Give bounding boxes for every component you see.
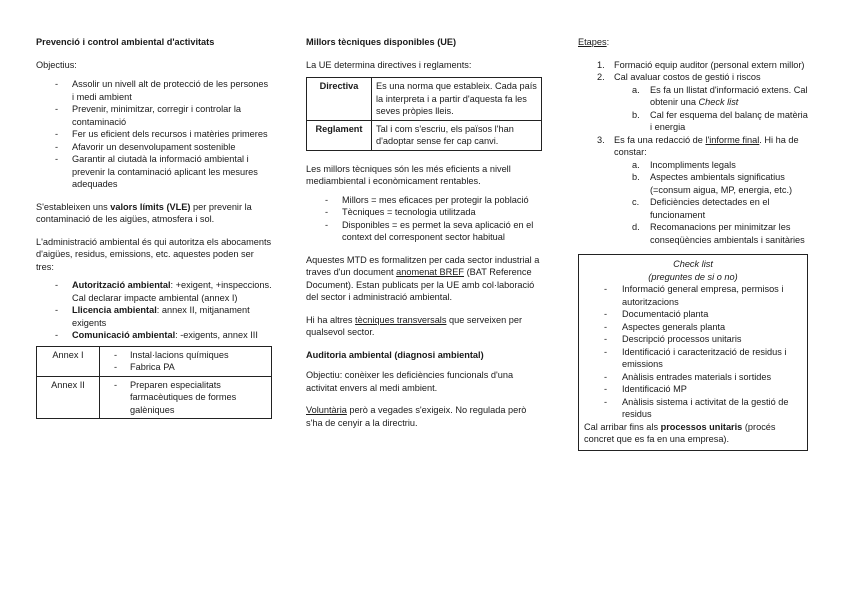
list-item: - Autorització ambiental: +exigent, +inspeccions. Cal declarar impacte ambiental (annex I) xyxy=(36,279,272,304)
list-item: - Instal·lacions químiques xyxy=(104,349,267,362)
list-item: - Disponibles = es permet la seva aplicació en el context del corresponent sector habitual xyxy=(306,219,542,244)
mtd-list xyxy=(306,194,542,244)
list-item: - Afavorir un desenvolupament sostenible xyxy=(36,141,272,154)
etapes-list xyxy=(578,59,808,247)
audit-title: Auditoria ambiental (diagnosi ambiental) xyxy=(306,349,484,360)
definition: Tal i com s'escriu, els països l'han d'adoptar sense fer cap canvi. xyxy=(372,120,542,150)
list-item: - Documentació planta xyxy=(584,308,802,321)
list-item: a. Es fa un llistat d'informació extens. Cal obtenir una Check list xyxy=(632,84,808,108)
annex-label: Annex I xyxy=(37,346,100,376)
list-item: - Informació general empresa, permisos i autoritzacions xyxy=(584,283,802,308)
list-item: - Anàlisis sistema i activitat de la gestió de residus xyxy=(584,396,802,421)
checklist-list xyxy=(584,283,802,421)
objectius-label: Objectius: xyxy=(36,59,77,70)
list-item: - Prevenir, minimitzar, corregir i controlar la contaminació xyxy=(36,103,272,128)
autoritzacions-list xyxy=(36,279,272,342)
list-item: - Assolir un nivell alt de protecció de les persones i medi ambient xyxy=(36,78,272,103)
list-item: - Identificació MP xyxy=(584,383,802,396)
section-title: Prevenció i control ambiental d'activitats xyxy=(36,37,215,47)
mtd-paragraph: Les millors tècniques són les més eficients a nivell mediambiental i econòmicament rentables. xyxy=(306,163,511,187)
term: Reglament xyxy=(307,120,372,150)
table-row xyxy=(307,120,542,150)
intro-text: La UE determina directives i reglaments: xyxy=(306,59,472,70)
sub-list xyxy=(614,84,808,134)
definition: Es una norma que estableix. Cada país la interpreta i a partir d'aquesta fa les seves pròpies lleis. xyxy=(372,78,542,121)
table-row xyxy=(307,78,542,121)
list-item: 3. Es fa una redacció de l'informe final. Hi ha de constar: a. Incompliments legals b. Aspectes ambientals significatius (=consum aigua, MP, energia, etc.) c. Deficiències detectades en el funcionament d. Recomanacions per minimitzar les conseqüències ambientals i sanitàries xyxy=(578,134,808,247)
list-item: b. Cal fer esquema del balanç de matèria i energia xyxy=(632,109,808,133)
annex-table xyxy=(36,346,272,420)
transversal-paragraph: Hi ha altres tècniques transversals que serveixen per qualsevol sector. xyxy=(306,314,523,338)
sub-list xyxy=(614,159,808,247)
list-item: - Preparen especialitats farmacèutiques de formes galèniques xyxy=(104,379,267,417)
voluntary-paragraph: Voluntària però a vegades s'exigeix. No regulada però s'ha de cenyir a la directriu. xyxy=(306,405,527,428)
list-item: - Fabrica PA xyxy=(104,361,267,374)
list-item: d. Recomanacions per minimitzar les conseqüències ambientals i sanitàries xyxy=(632,222,805,245)
annex-label: Annex II xyxy=(37,376,100,419)
list-item: c. Deficiències detectades en el funcionament xyxy=(632,197,770,220)
list-item: 2. Cal avaluar costos de gestió i riscos a. Es fa un llistat d'informació extens. Cal obtenir una Check list b. Cal fer esquema del balanç de matèria i energia xyxy=(597,72,808,133)
list-item: - Fer us eficient dels recursos i matèries primeres xyxy=(36,128,272,141)
list-item: 1. Formació equip auditor (personal extern millor) xyxy=(597,59,805,70)
list-item: - Comunicació ambiental: -exigents, annex III xyxy=(36,329,272,342)
definitions-table xyxy=(306,77,542,151)
checklist-box xyxy=(578,254,808,451)
list-item: - Millors = mes eficaces per protegir la població xyxy=(306,194,542,207)
table-row xyxy=(37,376,272,419)
list-item: b. Aspectes ambientals significatius (=consum aigua, MP, energia, etc.) xyxy=(632,172,793,195)
vle-paragraph: S'estableixen uns valors límits (VLE) per prevenir la contaminació de les aigües, atmosfera i sol. xyxy=(36,201,252,225)
column-etapes xyxy=(578,36,808,451)
checklist-conclusion: Cal arribar fins als processos unitaris (procés concret que es fa en una empresa). xyxy=(584,421,776,445)
checklist-title: Check list xyxy=(673,259,713,270)
list-item: - Aspectes generals planta xyxy=(584,321,802,334)
bref-paragraph: Aquestes MTD es formalitzen per cada sector industrial a traves d'un document anomenat BREF (BAT Reference Document). Estan publicats per la UE amb col·laboració del sector i administració ambiental. xyxy=(306,254,540,303)
audit-objective: Objectiu: conèixer les deficiències funcionals d'una activitat envers al medi ambient. xyxy=(306,370,514,393)
column-mtd xyxy=(306,36,542,439)
objectius-list xyxy=(36,78,272,191)
list-item: - Garantir al ciutadà la informació ambiental i prevenir la contaminació aplicant les mesures adequades xyxy=(36,153,272,191)
column-prevencio xyxy=(36,36,272,419)
list-item: - Identificació i caracterització de residus i emissions xyxy=(584,346,802,371)
term: Directiva xyxy=(307,78,372,121)
table-row xyxy=(37,346,272,376)
checklist-subtitle: (preguntes de si o no) xyxy=(648,271,738,282)
list-item: - Llicencia ambiental: annex II, mitjanament exigents xyxy=(36,304,272,329)
etapes-label: Etapes: xyxy=(578,37,610,47)
admin-paragraph: L'administració ambiental és qui autoritza els abocaments d'aigües, residus, emissions, etc. aquestes poden ser tres: xyxy=(36,236,272,272)
list-item: - Anàlisis entrades materials i sortides xyxy=(584,371,802,384)
list-item: a. Incompliments legals xyxy=(632,159,736,170)
list-item: - Descripció processos unitaris xyxy=(584,333,802,346)
section-title: Millors tècniques disponibles (UE) xyxy=(306,37,457,47)
list-item: - Tècniques = tecnologia utilitzada xyxy=(306,206,542,219)
